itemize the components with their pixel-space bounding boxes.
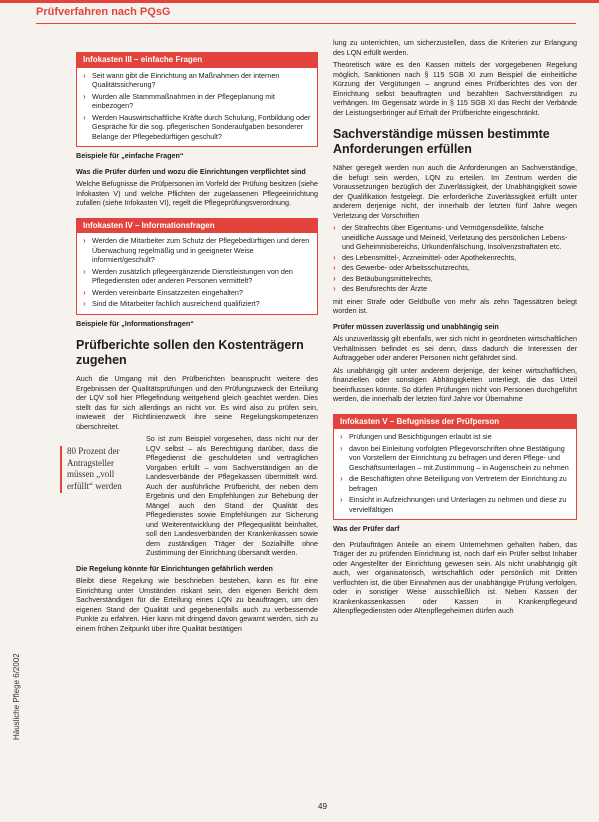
arrow-icon: › xyxy=(333,252,336,262)
list-item: › Werden Hauswirtschaftliche Kräfte durch Schulung, Fortbildung oder Gespräche für die sog. pflegerischen Sonderaufgaben besonderer Belange der Pflegebedürftigen geschult? xyxy=(83,112,311,141)
infobox-3-title: Infokasten III – einfache Fragen xyxy=(77,53,317,68)
infobox-4-list xyxy=(77,233,317,314)
paragraph: mit einer Strafe oder Geldbuße von mehr als zehn Tagessätzen belegt worden ist. xyxy=(333,296,577,315)
arrow-icon: › xyxy=(340,495,343,505)
infobox-4 xyxy=(76,218,318,315)
list-item: › des Betäubungsmittelrechts, xyxy=(333,273,433,283)
right-column xyxy=(333,38,577,763)
arrow-icon: › xyxy=(83,236,86,246)
subheading-regelung: Die Regelung könnte für Einrichtungen gefährlich werden xyxy=(76,563,273,573)
arrow-icon: › xyxy=(83,91,86,101)
infobox-5-caption: Was der Prüfer darf xyxy=(333,524,400,534)
list-item: › Werden zusätzlich pflegeergänzende Dienstleistungen von den Pflegediensten oder anderen Personen vermittelt? xyxy=(83,266,293,286)
list-item: › Werden die Mitarbeiter zum Schutz der Pflegebedürftigen und deren Überwachung regelmäßig und in geeigneter Weise informiert/geschult? xyxy=(83,236,310,265)
page-number: 49 xyxy=(318,802,327,811)
section-heading-pruefberichte: Prüfberichte sollen den Kostenträgern zugehen xyxy=(76,338,304,368)
side-publication-label: Häusliche Pflege 6/2002 xyxy=(12,653,21,740)
list-item: › des Lebensmittel-, Arzneimittel- oder Apothekenrechts, xyxy=(333,252,517,262)
arrow-icon: › xyxy=(340,443,343,453)
arrow-icon: › xyxy=(83,299,86,309)
list-item: › des Gewerbe- oder Arbeitsschutzrechts, xyxy=(333,263,470,272)
arrow-icon: › xyxy=(333,273,336,283)
list-item: › davon bei Einleitung vorfolgten Pflegevorschriften ohne Bestätigung von Vorstellern der Einrichtung zu befragen und deren Pflege- und Geschäftsunterlagen – mit Zustimmung – in Augenschein zu nehmen xyxy=(340,443,569,472)
paragraph: lung zu unterrichten, um sicherzustellen, dass die Kriterien zur Erlangung des LQN erfüllt werden. xyxy=(333,38,577,57)
paragraph: Näher geregelt werden nun auch die Anforderungen an Sachverständige, die befugt sein werden, LQN zu erteilen. Im Zentrum werden die Voraussetzungen bezüglich der Zuverlässigkeit, der Unabhängigkeit sowie der Qualifikation festgelegt. Die erforderliche Zuverlässigkeit erfüllt unter anderem derjenige nicht, der innerhalb der letzten fünf Jahre wegen Verletzung der Vorschriften xyxy=(333,163,577,220)
paragraph: Welche Befugnisse die Prüfpersonen im Vorfeld der Prüfung besitzen (siehe Infokasten V) und welche Pflichten der zugelassenen Pflegeeinrichtung zufallen (siehe Infokasten VI), regelt die Pflegeprüfungsverordnung. xyxy=(76,179,318,208)
arrow-icon: › xyxy=(83,266,86,276)
arrow-icon: › xyxy=(83,70,86,80)
paragraph: Theoretisch wäre es den Kassen mittels der vorgegebenen Regelung möglich, Sanktionen nach § 115 SGB XI zum Beispiel die einheitliche Kürzung der Vergütungen – angrund eines Prüfberichtes des von der Einrichtung selbst beauftragten und bezahlten Sachverständigen zu verhängen. Im Gegensatz würde in § 115 SGB XI das Recht der Verbände der Leistungserbringer auf Erhalt der Prüfberichte eingeschränkt. xyxy=(333,60,577,117)
list-item: › die Beschäftigten ohne Beteiligung von Vertretern der Einrichtung zu befragen xyxy=(340,474,567,493)
left-column xyxy=(76,42,318,767)
pull-quote: 80 Prozent der Antragsteller müssen „voll erfüllt“ werden xyxy=(60,446,137,493)
paragraph: Auch die Umgang mit den Prüfberichten beansprucht weitere des Ergebnissen der Qualitätsprüfungen und den Prüfungszweck der Erteilung der LQV soll hier Pflegefindung weitgehend gleich geachtet werden. Dies stellt das für sich allerdings an nicht vor. Es wird also zu prüfen sein, inwieweit der Richtlinienzweck ihre seine Regelungskompetenzen überschreitet. xyxy=(76,374,318,431)
arrow-icon: › xyxy=(333,263,336,272)
paragraph: Als unabhängig gilt unter anderem derjenige, der keiner wirtschaftlichen, finanziellen oder sonstigen Abhängigkeiten unterliegt, die das Urteil beeinflussen könnte. So dürfen Prüfungen nicht von Personen durchgeführt werden, die innerhalb der letzten fünf Jahre vor Übernahme xyxy=(333,365,577,403)
arrow-icon: › xyxy=(333,284,336,293)
page-header: Prüfverfahren nach PQsG xyxy=(36,5,576,24)
list-item: › Einsicht in Aufzeichnungen und Unterlagen zu nehmen und diese zu vervielfältigen xyxy=(340,495,567,514)
paragraph: So ist zum Beispiel vorgesehen, dass nicht nur der LQV selbst – als Berechtigung darüber, dass die Pflegedienst die geschuldeten und vertraglichen Vorgaben erfüllt – vom Sachverständigen an die Landesverbände der Pflegekassen übermittelt wird. Auch der ausführliche Prüfbericht, der neben dem Ergebnis und den Empfehlungen zur Behebung der Mängel auch den Stand der Qualität des Pflegedienstes sowie Empfehlungen zur Sicherung und Weiterentwicklung der Pflegequalität beinhaltet, soll den Landesverbänden der Krankenkassen sowie dem zuständigen Träger der Sozialhilfe ohne Zustimmung der Einrichtung übersandt werden. xyxy=(146,434,318,558)
list-item: › Prüfungen und Besichtigungen erlaubt ist sie xyxy=(340,432,492,442)
list-item: › Sind die Mitarbeiter fachlich ausreichend qualifiziert? xyxy=(83,299,260,309)
infobox-4-title: Infokasten IV – Informationsfragen xyxy=(77,219,317,234)
arrow-icon: › xyxy=(340,432,343,442)
arrow-icon: › xyxy=(83,112,86,122)
list-item: › Seit wann gibt die Einrichtung an Maßnahmen der internen Qualitätssicherung? xyxy=(83,70,280,90)
infobox-5-title: Infokasten V – Befugnisse der Prüfperson xyxy=(334,415,576,430)
infobox-3-list xyxy=(77,68,317,147)
paragraph: Bleibt diese Regelung wie beschrieben bestehen, kann es für eine Einrichtung unter Umständen riskant sein, den eigenen Bericht dem Sachverständigen für die Erteilung eines LQN zu beauftragen, um den eigenen Stand der Qualität und gegebenenfalls auch zu verbessernde Punkte zu erfahren. Hier kann mit dringend davon gewarnt werden, sich zu einem frühen Zeitpunkt über ihre Qualität bestätigen xyxy=(76,576,318,633)
list-item: › Wurden alle Stammmaßnahmen in der Pflegeplanung mit einbezogen? xyxy=(83,91,275,111)
list-item: › des Berufsrechts der Ärzte xyxy=(333,284,428,293)
paragraph: den Prüfaufträgen Anteile an einem Unternehmen gehalten haben, das Träger der zu prüfenden Einrichtung ist, noch darf ein Prüfer selbst Inhaber oder Angestellter der Einrichtung gewesen sein. Als nicht unabhängig gilt auch, wer organisatorisch, wirtschaftlich oder persönlich mit Dritten verflochten ist, die über Einnahmen aus der unabhängige Prüfung verfolgen, oder in sonstiger Weise ausschließlich ist. Neben Kassen der Krankenkassenkassen oder Kassen in Krankenpflegeund Altenpflegediensten oder Altenpflegeheimen dürfen auch xyxy=(333,539,577,616)
arrow-icon: › xyxy=(340,474,343,484)
subheading-prufer-befugnisse: Was die Prüfer dürfen und wozu die Einrichtungen verpflichtet sind xyxy=(76,166,306,176)
list-item: › der Strafrechts über Eigentums- und Vermögensdelikte, falsche uneidliche Aussage und Meineid, Verletzung des persönlichen Lebens- und Geheimnisbereichs, Urkundenfälschung, Insolvenzstraftaten etc. xyxy=(333,223,568,251)
violation-list xyxy=(333,223,577,294)
infobox-5-list xyxy=(334,429,576,519)
infobox-3-caption: Beispiele für „einfache Fragen“ xyxy=(76,151,184,161)
top-accent-rule xyxy=(0,0,599,3)
infobox-3 xyxy=(76,52,318,147)
infobox-5 xyxy=(333,414,577,521)
list-item: › Werden vereinbarte Einsatzzeiten eingehalten? xyxy=(83,287,243,297)
subheading-zuverlaessig: Prüfer müssen zuverlässig und unabhängig sein xyxy=(333,321,499,331)
arrow-icon: › xyxy=(83,287,86,297)
arrow-icon: › xyxy=(333,223,336,232)
infobox-4-caption: Beispiele für „Informationsfragen“ xyxy=(76,318,194,328)
section-heading-sachverstaendige: Sachverständige müssen bestimmte Anforderungen erfüllen xyxy=(333,127,550,156)
paragraph: Als unzuverlässig gilt ebenfalls, wer sich nicht in geordneten wirtschaftlichen Verhältnissen befindet es sei denn, dass dadurch die Interessen der Auftraggeber oder anderer Personen nicht gefährdet sind. xyxy=(333,334,577,362)
